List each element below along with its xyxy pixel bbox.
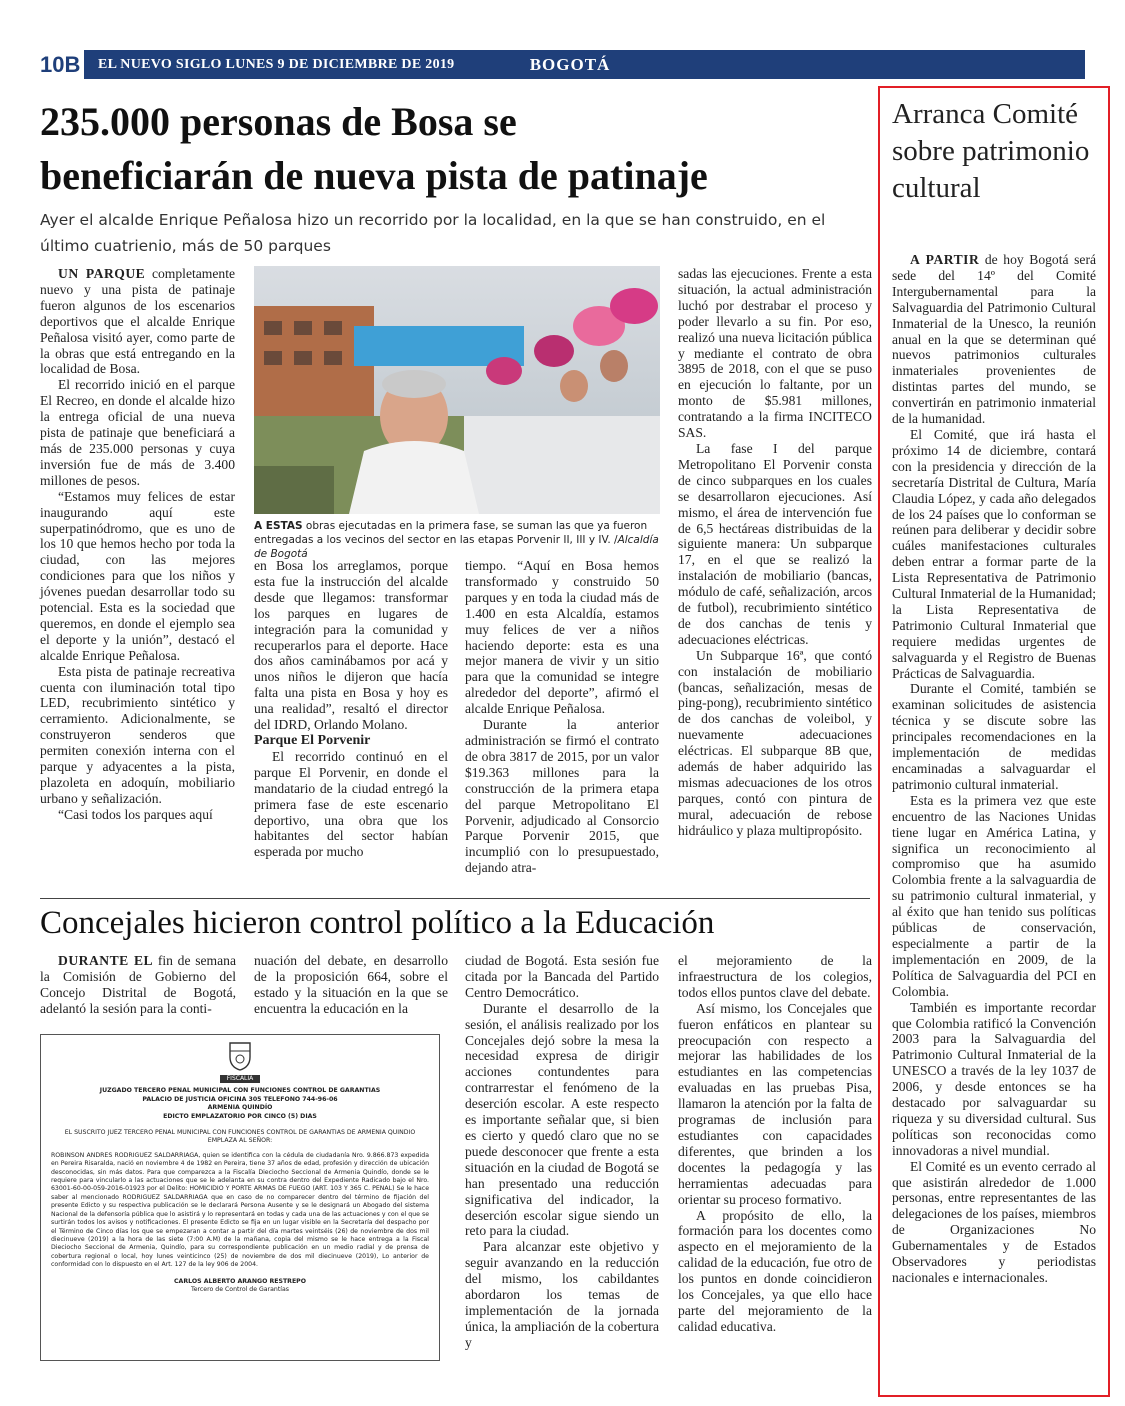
paragraph: Esta es la primera vez que este encuentro de las Naciones Unidas tiene lugar en América Latina, y significa un reconocimiento al compromiso que ha asumido Colombia frente a la salvaguardia de su patrimonio cultural inmaterial, y al éxito que han tenido sus políticas públicas de conservación, especialmente a partir de la implementación en 2009, de la Política de Salvaguardia del PCI en Colombia. <box>892 792 1096 999</box>
paragraph: El recorrido continuó en el parque El Porvenir, en donde el mandatario de la ciudad entregó la primera fase de este escenario deportivo, una obra que los habitantes del sector habían esperada por mucho <box>254 748 448 860</box>
court-line: EDICTO EMPLAZATORIO POR CINCO (5) DIAS <box>163 1112 317 1120</box>
signer-name: CARLOS ALBERTO ARANGO RESTREPO <box>174 1277 306 1285</box>
paragraph: Para alcanzar este objetivo y seguir avanzando en la reducción del mismo, los cabildantes abordaron los temas de implementación de la jornada única, la ampliación de la cobertura y <box>465 1239 659 1350</box>
paragraph: El Comité es un evento cerrado al que asistirán alrededor de 1.000 personas, entre representantes de las delegaciones de los países, miembros de Organizaciones No Gubernamentales y de Estados Observadores y periodistas nacionales e internacionales. <box>892 1158 1096 1285</box>
kicker: DURANTE EL <box>58 953 154 968</box>
paragraph-text: de hoy Bogotá será sede del 14º del Comité Intergubernamental para la Salvaguardia del Patrimonio Cultural Inmaterial de la Unesco, la reunión anual en la que se determinan qué nuevos patrimonios culturales inmateriales provenientes de distintas partes del mundo, se convertirán en patrimonio inmaterial de la humanidad. <box>892 252 1096 427</box>
paragraph: Un Subparque 16ª, que contó con instalación de mobiliario (bancas, señalización, mesas de ping-pong), recubrimiento sintético de dos canchas de voleibol, y nuevamente adecuaciones eléctricas. El subparque 8B que, además de haber adquirido las mismas adecuaciones de los otros parques, contó con pintura de mural, adecuación de rebose hidráulico y plaza multipropósito. <box>678 647 872 838</box>
paragraph: Durante el desarrollo de la sesión, el análisis realizado por los Concejales dejó sobre la mesa la necesidad expresa de dirigir acciones contundentes para contrarrestar el fenómeno de la deserción escolar. A este respecto es importante señalar que, si bien es cierto y quedó claro que no se puede desconocer que frente a esta situación en la ciudad de Bogotá se han presentado una reducción significativa del indicador, la deserción escolar sigue siendo un reto para la ciudad. <box>465 1000 659 1239</box>
second-column-3 <box>465 953 659 1351</box>
paragraph: “Estamos muy felices de estar inaugurando aquí este superpatinódromo, que es uno de los 10 que hemos hecho por toda la ciudad, con las mejores condiciones para que los niños y jóvenes puedan desarrollar todo su potencial. Esta es la sociedad que queremos, en donde el ejemplo sea el deporte y la unión”, destacó el alcalde Enrique Peñalosa. <box>40 488 235 663</box>
photo-illustration <box>254 266 660 514</box>
paragraph: También es importante recordar que Colombia ratificó la Convención 2003 para la Salvaguardia del Patrimonio Cultural Inmaterial de la UNESCO a través de la ley 1037 de 2006, y desde entonces se ha destacado por salvaguardar su riqueza y su diversidad cultural. Sus políticas son reconocidas como innovadoras a nivel mundial. <box>892 999 1096 1158</box>
paragraph: El recorrido inició en el parque El Recreo, en donde el alcalde hizo la entrega oficial de una nueva pista de patinaje que beneficiará a más de 235.000 personas y cuya inversión fue de más de 3.400 millones de pesos. <box>40 377 235 488</box>
caption-kicker: A ESTAS <box>254 520 303 532</box>
kicker: A PARTIR <box>910 252 980 267</box>
paragraph-text: completamente nuevo y una pista de patinaje fueron algunos de los escenarios deportivos que el alcalde Enrique Peñalosa visitó ayer, como parte de la obras que está entregando en la localidad de Bosa. <box>40 266 236 377</box>
sidebar-title: Arranca Comité sobre patrimonio cultural <box>892 98 1090 204</box>
second-column-1 <box>40 953 236 1017</box>
paper-date-line: EL NUEVO SIGLO LUNES 9 DE DICIEMBRE DE 2019 <box>98 57 455 72</box>
page-number: 10B <box>40 50 84 79</box>
paragraph: Durante el Comité, también se examinan solicitudes de asistencia técnica y se discute sobre las principales recomendaciones en la implementación de medidas encaminadas a salvaguardar el patrimonio cultural inmaterial. <box>892 681 1096 792</box>
paragraph: sadas las ejecuciones. Frente a esta situación, la actual administración luchó por destrabar el proceso y poder llevarlo a su fin. Por eso, realizó una nueva licitación pública y mediante el contrato de obra 3895 de 2018, con el que se puso en ejecución lo faltante, por un monto de $5.981 millones, contratando a la firma INCITECO SAS. <box>678 266 872 441</box>
paragraph-text: fin de semana la Comisión de Gobierno del Concejo Distrital de Bogotá, adelantó la sesión para la conti- <box>40 953 236 1016</box>
article-photo <box>254 266 660 514</box>
fiscalia-label: FISCALIA <box>220 1075 260 1083</box>
kicker: UN PARQUE <box>58 266 146 281</box>
article-divider <box>40 898 870 899</box>
notice-body: ROBINSON ANDRES RODRIGUEZ SALDARRIAGA, quien se identifica con la cédula de ciudadanía Nro. 9.866.873 expedida en Pereira Risaralda, nació en noviembre 4 de 1982 en Pereira, tiene 37 años de edad, profesión y dirección de ubicación desconocidas, sin más datos. Para que comparezca a la Fiscalía Dieciocho Seccional de Armenia Quindío, donde se le requiere para vincularlo a las actuaciones que se le adelanta en su contra dentro del Expediente Radicado bajo el Nro. 63001-60-00-059-2016-01923 por el Delito: HOMICIDIO Y PORTE ARMAS DE FUEGO (ART. 103 Y 365 C. PENAL) Se le hace saber al mencionado RODRIGUEZ SALDARRIAGA que en caso de no comparecer dentro del término de fijación del presente Edicto y su respectiva publicación se le declarará Persona Ausente y se le designará un Abogado del sistema Nacional de la defensoría pública que lo asistirá y lo representará en todas y cada una de las actuaciones y con el que se surtirán todos los avisos y notificaciones. El presente Edicto se fija en un lugar visible en la Secretaría del despacho por el Término de Cinco días los que se empezaran a contar a partir del día martes veintséis (26) de noviembre de dos mil diecinueve (2019) a la hora de las siete (7:00 A.M) de la mañana, copia del mismo se le hace entrega a la Fiscal Dieciocho Seccional de Armenia, Quindío, para su correspondiente publicación en un medio radial y de prensa de cobertura regional o local, hoy lunes veinticinco (25) de noviembre de dos mil diecinueve (2019), Lo anterior de conformidad con lo dispuesto en el Art. 127 de la ley 906 de 2004. <box>51 1151 429 1269</box>
paragraph: A propósito de ello, la formación para los docentes como aspecto en el mejoramiento de la calidad de la educación, fue otro de los puntos en donde coincidieron los Concejales, ya que ello hace parte del mejoramiento de la calidad educativa. <box>678 1207 872 1334</box>
notice-intro: EL SUSCRITO JUEZ TERCERO PENAL MUNICIPAL CON FUNCIONES CONTROL DE GARANTIAS DE ARMENIA QUINDIO EMPLAZA AL SEÑOR: <box>64 1129 416 1145</box>
paragraph: tiempo. “Aquí en Bosa hemos transformado y construido 50 parques y en toda la ciudad más de 1.400 en esta Alcaldía, estamos muy felices de ver a niños haciendo deporte: esta es una mejor manera de vivir y un sitio para que la comunidad se integre alrededor del deporte”, afirmó el alcalde Enrique Peñalosa. <box>465 558 659 717</box>
paragraph: Durante la anterior administración se firmó el contrato de obra 3817 de 2015, por un valor $19.363 millones para la construcción de la primera etapa del parque Metropolitano El Porvenir, adjudicado al Consorcio Parque Porvenir 2015, que incumplió con lo presupuestado, dejando atra- <box>465 717 659 876</box>
legal-notice <box>40 1034 440 1361</box>
paragraph: ciudad de Bogotá. Esta sesión fue citada por la Bancada del Partido Centro Democrático. <box>465 953 659 1000</box>
main-column-2 <box>254 558 448 860</box>
paragraph: en Bosa los arreglamos, porque esta fue la instrucción del alcalde desde que llegamos: transformar los parques en lugares de integración para la comunidad y recuperarlos para el deporte. Hace dos años caminábamos por acá y unos niños le dijeron que hacía falta una pista en Bosa y hoy es una realidad”, resaltó el director del IDRD, Orlando Molano. <box>254 558 448 733</box>
paragraph: Esta pista de patinaje recreativa cuenta con iluminación total tipo LED, recubrimiento sintético y cerramiento. Adicionalmente, se construyeron senderos que permiten conexión interna con el parque y adyacentes a la pista, plazoleta en adoquín, mobiliario urbano y señalización. <box>40 663 235 806</box>
photo-caption <box>254 519 660 561</box>
main-headline-line1: 235.000 personas de Bosa se <box>40 99 517 144</box>
photo-credit: Alcaldía de Bogotá <box>254 534 659 560</box>
court-line: JUZGADO TERCERO PENAL MUNICIPAL CON FUNCIONES CONTROL DE GARANTIAS <box>99 1087 381 1095</box>
main-headline-line2: beneficiarán de nueva pista de patinaje <box>40 153 708 198</box>
main-lead: Ayer el alcalde Enrique Peñalosa hizo un recorrido por la localidad, en la que se han construido, en el último cuatrienio, más de 50 parques <box>40 211 826 255</box>
paragraph: el mejoramiento de la infraestructura de los colegios, todos ellos puntos clave del debate. <box>678 953 872 1000</box>
court-line: ARMENIA QUINDÍO <box>207 1104 273 1112</box>
second-headline: Concejales hicieron control político a la Educación <box>40 905 715 941</box>
fiscalia-logo <box>41 1035 439 1083</box>
section-name: BOGOTÁ <box>529 55 611 74</box>
signer-title: Tercero de Control de Garantías <box>190 1285 290 1293</box>
paragraph: nuación del debate, en desarrollo de la proposición 664, sobre el estado y la situación en la que se encuentra la educación en la <box>254 953 448 1016</box>
paragraph <box>892 252 1096 427</box>
paragraph <box>40 266 235 377</box>
paragraph: El Comité, que irá hasta el próximo 14 de diciembre, contará con la presidencia y dirección de la secretaría Distrital de Cultura, María Claudia López, y cada año delegados de los 24 países que lo conforman se reúnen para deliberar y decidir sobre cuáles manifestaciones culturales deben entrar a formar parte de la Lista Representativa de Patrimonio Cultural Inmaterial de la Humanidad; la Lista Representativa de Patrimonio Cultural Inmaterial que requiere medidas urgentes de salvaguarda y el Registro de Buenas Prácticas de Salvaguardia. <box>892 426 1096 681</box>
sidebar-body <box>892 252 1096 1286</box>
main-column-4 <box>678 266 872 839</box>
paragraph: Así mismo, los Concejales que fueron enfáticos en plantear su preocupación con respecto a mejorar las habilidades de los estudiantes en las competencias evaluadas en las pruebas Pisa, llamaron la atención por la falta de programas de inclusión para estudiantes con capacidades diferentes, que brinden a los docentes la pedagogía y las herramientas adecuadas para orientar su proceso formativo. <box>678 1000 872 1207</box>
main-column-1 <box>40 266 235 823</box>
court-line: PALACIO DE JUSTICIA OFICINA 305 TELEFONO 744-96-06 <box>142 1095 338 1103</box>
second-column-2 <box>254 953 448 1017</box>
main-column-3 <box>465 558 659 876</box>
paragraph: “Casi todos los parques aquí <box>58 806 213 822</box>
paragraph: La fase I del parque Metropolitano El Porvenir consta de cinco subparques en los cuales se desarrollaron ejecuciones. Así mismo, el área de intervención fue de 6,5 hectáreas distribuidas de la siguiente manera: Un subparque 17, en el que se realizó la instalación de mobiliario (bancas, módulo de café, señalización, arcos de futbol), recubrimiento sintético de dos canchas de tenis y adecuaciones eléctricas. <box>678 440 872 647</box>
caption-text: obras ejecutadas en la primera fase, se suman las que ya fueron entregadas a los vecinos del sector en las etapas Porvenir II, III y IV. / <box>254 520 648 546</box>
coat-of-arms-icon <box>227 1041 253 1071</box>
masthead <box>40 50 1085 79</box>
second-column-4 <box>678 953 872 1335</box>
subheading: Parque El Porvenir <box>254 732 371 748</box>
paragraph <box>40 953 236 1017</box>
